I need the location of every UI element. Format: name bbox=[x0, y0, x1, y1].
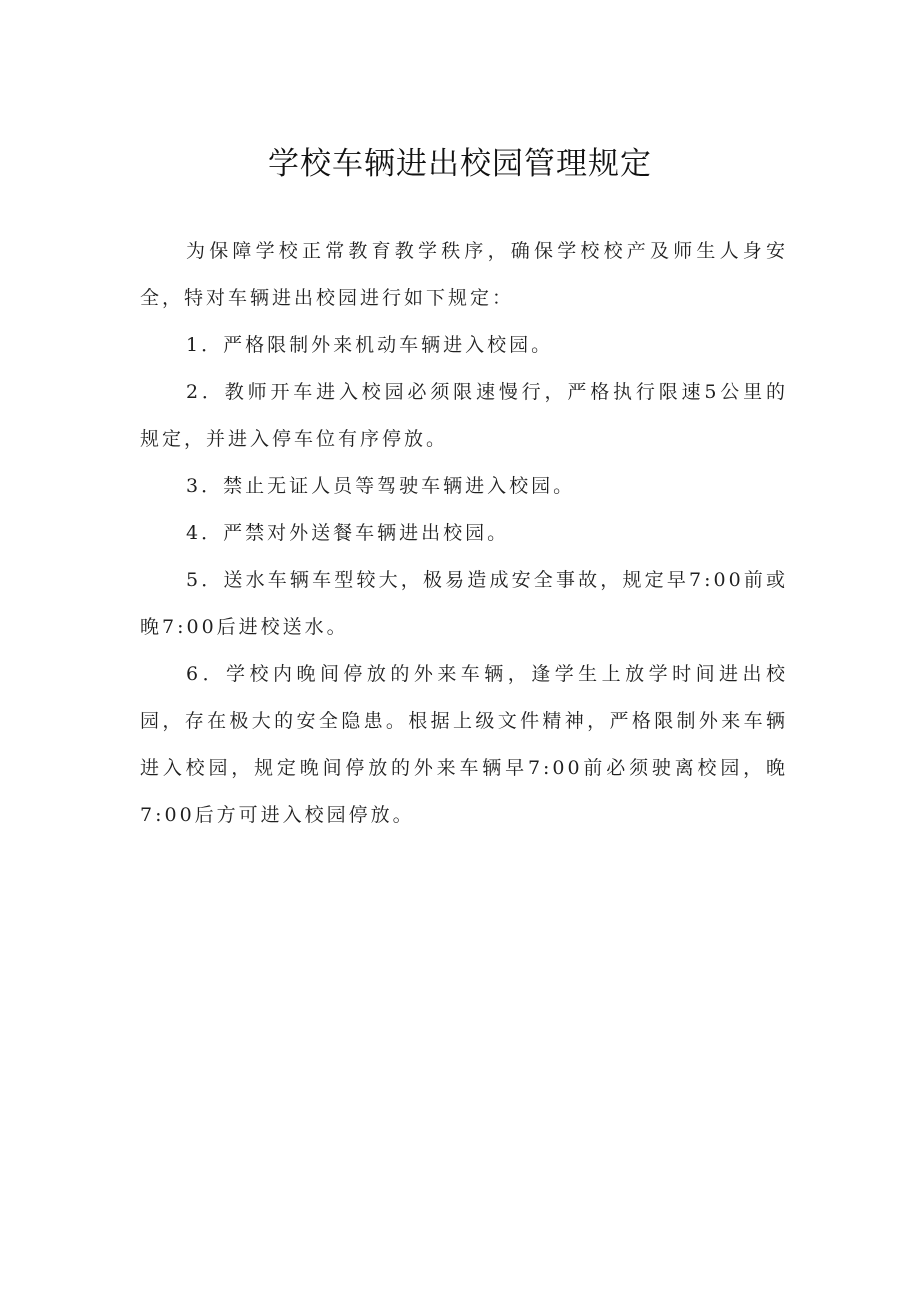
rule-4: 4．严禁对外送餐车辆进出校园。 bbox=[186, 522, 510, 544]
document-body bbox=[140, 228, 788, 839]
rule-6: 6．学校内晚间停放的外来车辆，逢学生上放学时间进出校园，存在极大的安全隐患。根据上级文件精神，严格限制外来车辆进入校园，规定晚间停放的外来车辆早7:00前必须驶离校园，晚7:00后方可进入校园停放。 bbox=[140, 663, 788, 826]
rule-3: 3．禁止无证人员等驾驶车辆进入校园。 bbox=[186, 475, 576, 497]
intro-paragraph: 为保障学校正常教育教学秩序，确保学校校产及师生人身安全，特对车辆进出校园进行如下规定： bbox=[140, 240, 788, 309]
rule-2: 2．教师开车进入校园必须限速慢行，严格执行限速5公里的规定，并进入停车位有序停放。 bbox=[140, 381, 788, 450]
rule-1: 1．严格限制外来机动车辆进入校园。 bbox=[186, 334, 554, 356]
rule-5: 5．送水车辆车型较大，极易造成安全事故，规定早7:00前或晚7:00后进校送水。 bbox=[140, 569, 788, 638]
document-title: 学校车辆进出校园管理规定 bbox=[268, 146, 652, 182]
